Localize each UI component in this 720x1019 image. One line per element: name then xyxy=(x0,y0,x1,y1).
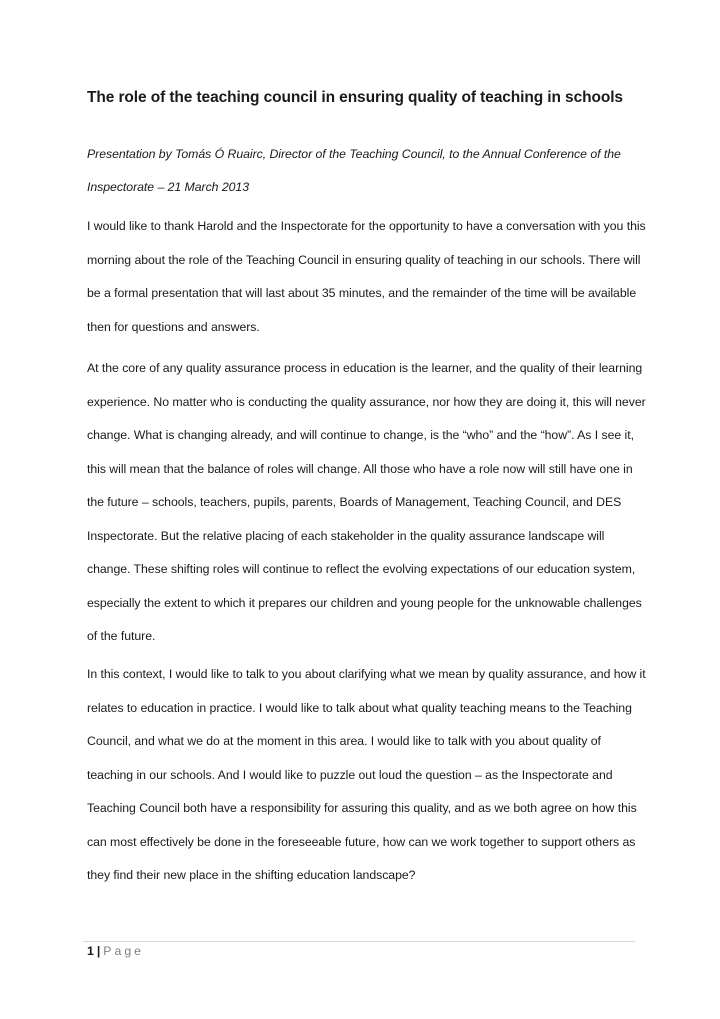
page-footer xyxy=(87,944,144,958)
paragraph-3: In this context, I would like to talk to you about clarifying what we mean by quality assurance, and how it relates to education in practice. I would like to talk about what quality teaching means to the Teaching Council, and what we do at the moment in this area. I would like to talk with you about quality of teaching in our schools. And I would like to puzzle out loud the question – as the Inspectorate and Teaching Council both have a responsibility for assuring this quality, and as we both agree on how this can most effectively be done in the foreseeable future, how can we work together to support others as they find their new place in the shifting education landscape? xyxy=(87,667,646,882)
footer-divider xyxy=(83,941,635,942)
paragraph-2: At the core of any quality assurance process in education is the learner, and the quality of their learning experience. No matter who is conducting the quality assurance, nor how they are doing it, this will never change. What is changing already, and will continue to change, is the “who” and the “how”. As I see it, this will mean that the balance of roles will change. All those who have a role now will still have one in the future – schools, teachers, pupils, parents, Boards of Management, Teaching Council, and DES Inspectorate. But the relative placing of each stakeholder in the quality assurance landscape will change. These shifting roles will continue to reflect the evolving expectations of our education system, especially the extent to which it prepares our children and young people for the unknowable challenges of the future. xyxy=(87,361,646,643)
paragraph-1: I would like to thank Harold and the Inspectorate for the opportunity to have a conversation with you this morning about the role of the Teaching Council in ensuring quality of teaching in our schools. There will be a formal presentation that will last about 35 minutes, and the remainder of the time will be available then for questions and answers. xyxy=(87,219,646,334)
document-subtitle: Presentation by Tomás Ó Ruairc, Director of the Teaching Council, to the Annual Conference of the Inspectorate – 21 March 2013 xyxy=(87,147,621,194)
page-label: Page xyxy=(103,944,145,958)
footer-separator: | xyxy=(96,944,101,958)
page-number: 1 xyxy=(87,944,94,958)
document-title: The role of the teaching council in ensuring quality of teaching in schools xyxy=(87,89,623,106)
